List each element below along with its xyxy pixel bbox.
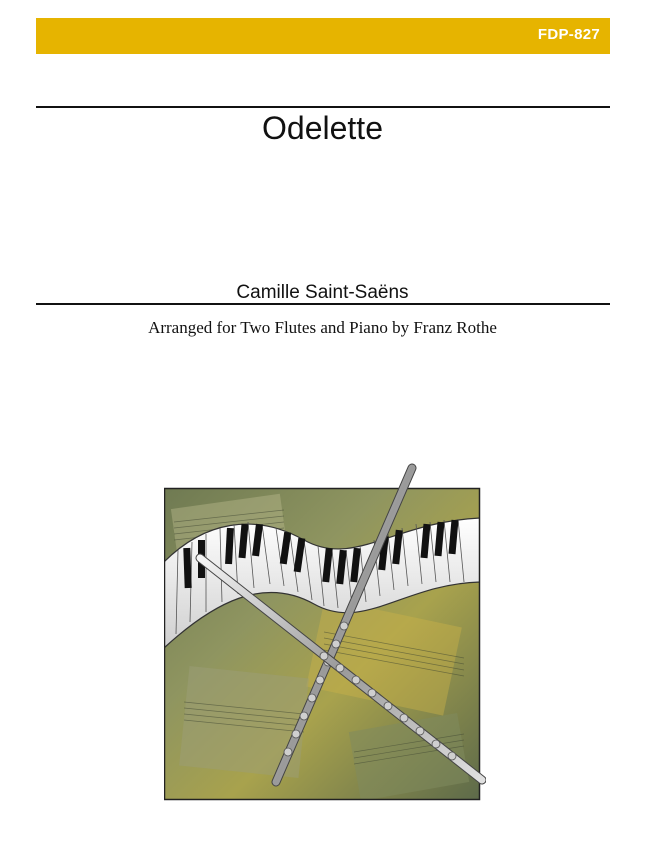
composer-name: Camille Saint-Saëns (236, 282, 409, 303)
title-divider (36, 106, 610, 108)
catalog-code: FDP-827 (537, 26, 600, 43)
cover-illustration (164, 462, 486, 802)
composer-divider (36, 303, 610, 305)
page-title: Odelette (262, 110, 383, 146)
header-bar (36, 18, 610, 54)
arrangement-credit: Arranged for Two Flutes and Piano by Franz Rothe (148, 318, 497, 337)
cover-artwork (164, 462, 486, 802)
